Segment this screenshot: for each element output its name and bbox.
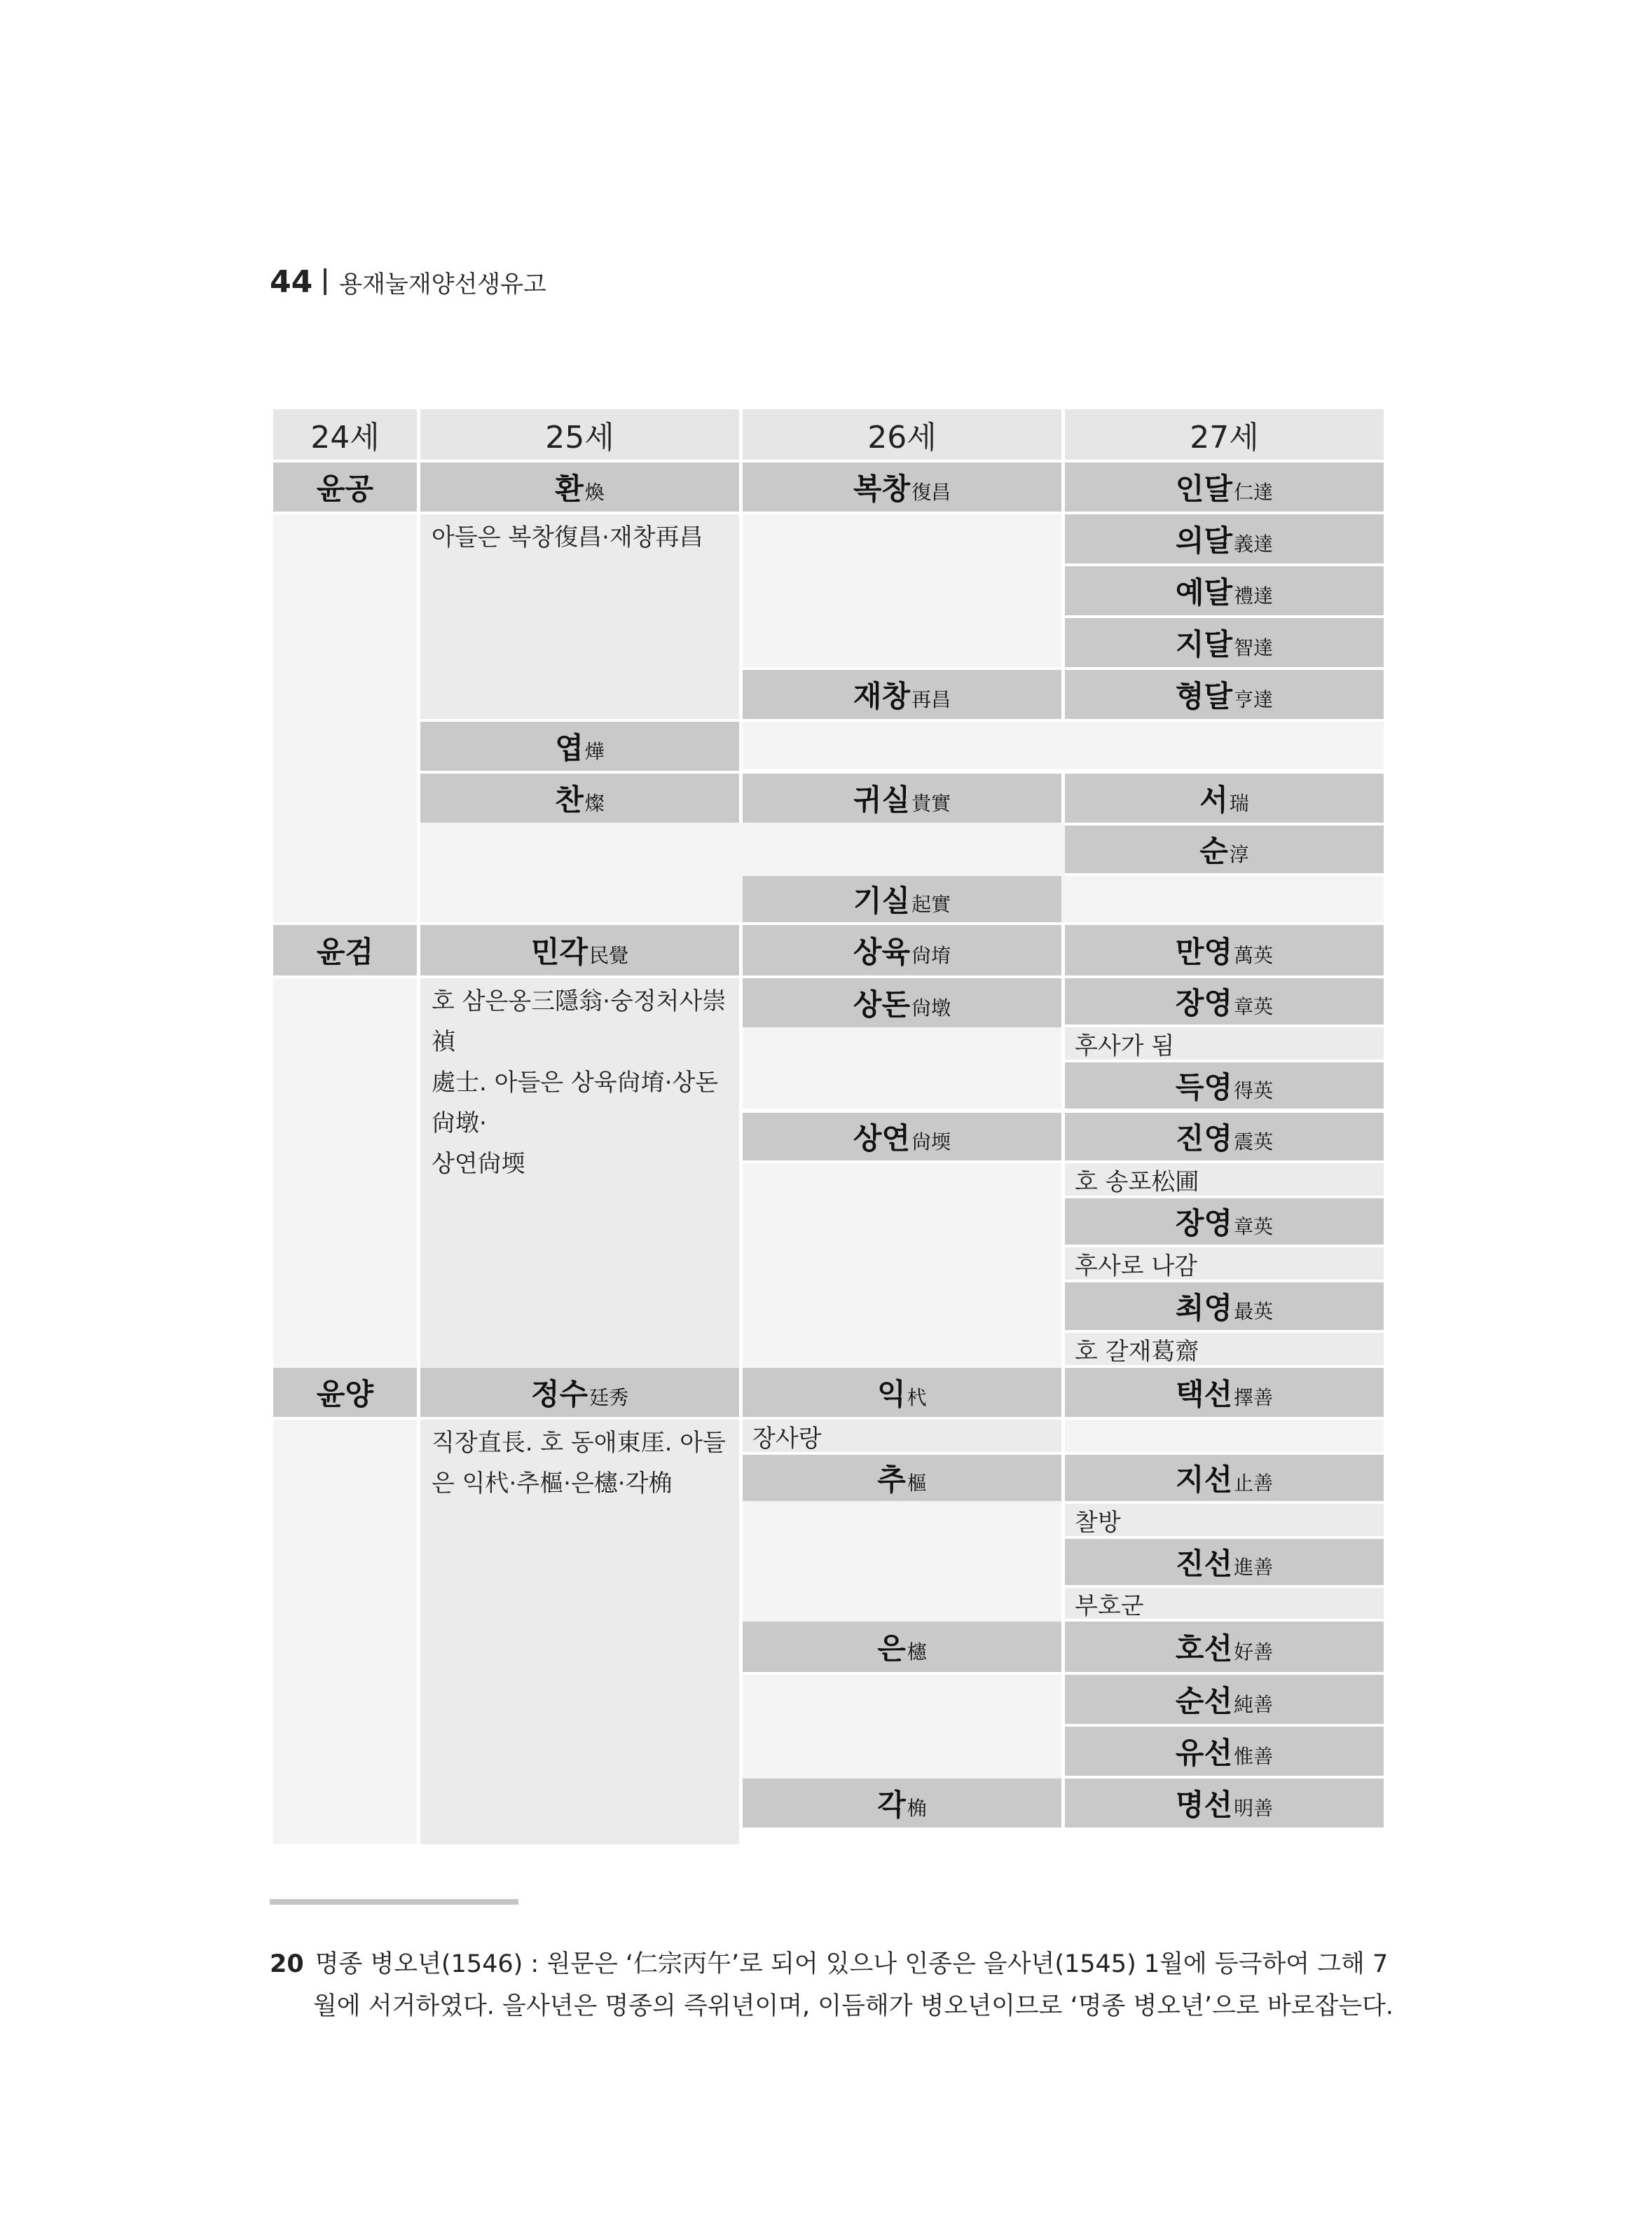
page-number: 44 (270, 263, 313, 300)
person-hyeongdal (1065, 670, 1384, 719)
person-name: 엽 (555, 731, 584, 765)
branch-filler (273, 514, 417, 922)
person-name: 서 (1199, 783, 1228, 817)
footnote (270, 1943, 1393, 2027)
person-hanja: 煥 (584, 481, 605, 504)
person-sun (1065, 825, 1384, 873)
person-manyeong (1065, 925, 1384, 975)
person-name: 장영 (1175, 986, 1233, 1020)
person-hanja: 止善 (1234, 1472, 1274, 1495)
person-jaechang (743, 670, 1061, 719)
person-name: 택선 (1175, 1377, 1233, 1411)
person-sangyeon (743, 1113, 1061, 1160)
person-jeongsu (420, 1368, 739, 1417)
hwan-note: 아들은 복창復昌·재창再昌 (420, 514, 739, 719)
person-name: 정수 (530, 1377, 588, 1411)
person-hanja: 萬英 (1234, 944, 1274, 967)
person-hanja: 進善 (1234, 1556, 1274, 1579)
note-line: 상연尙堧 (432, 1150, 525, 1178)
column-header-25: 25세 (420, 409, 739, 460)
person-name: 명선 (1175, 1788, 1233, 1822)
person-hanja: 民覺 (589, 944, 629, 967)
person-gwisil (743, 774, 1061, 823)
person-name: 추 (877, 1462, 906, 1497)
person-name: 지달 (1175, 627, 1233, 662)
person-name: 진선 (1175, 1547, 1233, 1581)
person-name: 최영 (1175, 1291, 1233, 1325)
person-yuseon (1065, 1727, 1384, 1776)
person-myeongseon (1065, 1779, 1384, 1828)
person-hanja: 純善 (1234, 1693, 1274, 1716)
note-line: 호 삼은옹三隱翁·숭정처사崇禎 (432, 987, 727, 1056)
person-indal (1065, 462, 1384, 512)
person-name: 유선 (1175, 1736, 1233, 1770)
person-uidal (1065, 514, 1384, 563)
person-hanja: 亨達 (1234, 688, 1274, 711)
note-line: 직장直長. 호 동애東厓. 아들 (432, 1429, 726, 1457)
person-hanja: 起實 (911, 893, 951, 916)
person-name: 윤검 (316, 935, 374, 969)
person-sangdon (743, 978, 1061, 1027)
person-hanja: 仁達 (1234, 481, 1274, 504)
person-hanja: 桷 (907, 1797, 927, 1820)
person-chu (743, 1455, 1061, 1501)
person-name: 상연 (853, 1121, 911, 1156)
person-name: 환 (555, 472, 584, 506)
person-hanja: 章英 (1234, 995, 1274, 1018)
person-hoseon (1065, 1622, 1384, 1672)
person-name: 인달 (1175, 472, 1233, 506)
jeongsu-note (420, 1420, 739, 1844)
person-hwan (420, 462, 739, 512)
branch-filler (273, 978, 417, 1368)
footnote-text: 명종 병오년(1546) : 원문은 ‘仁宗丙午’로 되어 있으나 인종은 을사년(1545) 1월에 등극하여 그해 7 (315, 1950, 1389, 1978)
branch-filler (743, 1163, 1061, 1368)
person-name: 상돈 (853, 987, 911, 1022)
column-header-27: 27세 (1065, 409, 1384, 460)
person-hanja: 復昌 (911, 481, 951, 504)
person-eun (743, 1622, 1061, 1672)
person-hanja: 章英 (1234, 1215, 1274, 1238)
person-jinseon (1065, 1539, 1384, 1585)
person-name: 찬 (555, 783, 584, 817)
person-chan (420, 774, 739, 823)
note-line: 處士. 아들은 상육尙堉·상돈尙墩· (432, 1069, 719, 1137)
ik-note: 장사랑 (743, 1420, 1061, 1452)
branch-filler (743, 1501, 1061, 1622)
person-name: 예달 (1175, 575, 1233, 610)
book-title: 용재눌재양선생유고 (339, 270, 546, 299)
person-hanja: 尙墩 (911, 996, 951, 1020)
person-hanja: 樞 (907, 1472, 927, 1495)
person-mingak (420, 925, 739, 975)
person-hanja: 惟善 (1234, 1745, 1274, 1768)
branch-filler (743, 1027, 1061, 1109)
person-jidal (1065, 618, 1384, 667)
person-name: 익 (877, 1377, 906, 1411)
person-taekseon (1065, 1368, 1384, 1417)
branch-filler (743, 722, 1384, 769)
person-yunyang (273, 1368, 417, 1417)
person-name: 의달 (1175, 523, 1233, 558)
person-name: 순선 (1175, 1684, 1233, 1718)
person-hanja: 櫶 (907, 1640, 927, 1664)
person-name: 상육 (853, 935, 911, 969)
person-jiseon (1065, 1455, 1384, 1501)
person-jinyeong (1065, 1113, 1384, 1160)
choeyeong-note: 호 갈재葛齋 (1065, 1333, 1384, 1365)
person-hanja: 好善 (1234, 1640, 1274, 1664)
jiseon-note: 찰방 (1065, 1504, 1384, 1536)
person-yedal (1065, 566, 1384, 615)
footnote-number: 20 (270, 1950, 304, 1978)
mingak-note (420, 978, 739, 1368)
person-hanja: 再昌 (911, 688, 951, 711)
jinseon-note: 부호군 (1065, 1588, 1384, 1619)
person-name: 복창 (853, 472, 911, 506)
person-hanja: 燦 (584, 792, 605, 815)
person-ik (743, 1368, 1061, 1417)
person-name: 각 (877, 1788, 906, 1822)
person-sangyuk (743, 925, 1061, 975)
person-hanja: 最英 (1234, 1300, 1274, 1323)
footnote-line: 월에 서거하였다. 을사년은 명종의 즉위년이며, 이듬해가 병오년이므로 ‘명종 병오년’으로 바로잡는다. (313, 1992, 1393, 2020)
person-hanja: 擇善 (1234, 1386, 1274, 1409)
footnote-line (270, 1943, 1389, 1985)
person-hanja: 明善 (1234, 1797, 1274, 1820)
person-hanja: 義達 (1234, 533, 1274, 556)
person-hanja: 尙堉 (911, 944, 951, 967)
jangyeong-1-note: 후사가 됨 (1065, 1027, 1384, 1060)
person-hanja: 尙堧 (911, 1130, 951, 1153)
person-choeyeong (1065, 1282, 1384, 1330)
column-header-24: 24세 (273, 409, 417, 460)
person-name: 만영 (1175, 935, 1233, 969)
person-name: 귀실 (853, 783, 911, 817)
person-hanja: 淳 (1229, 843, 1249, 866)
person-name: 순 (1199, 834, 1228, 868)
person-yeop (420, 722, 739, 771)
person-name: 호선 (1175, 1631, 1233, 1666)
person-hanja: 震英 (1234, 1130, 1274, 1153)
person-hanja: 廷秀 (589, 1386, 629, 1409)
person-hanja: 杙 (907, 1386, 927, 1409)
person-name: 진영 (1175, 1121, 1233, 1156)
person-gak (743, 1779, 1061, 1828)
branch-filler (273, 1420, 417, 1844)
person-name: 지선 (1175, 1462, 1233, 1497)
person-name: 득영 (1175, 1070, 1233, 1104)
person-seo (1065, 774, 1384, 823)
person-name: 장영 (1175, 1206, 1233, 1240)
person-jangyeong-1 (1065, 978, 1384, 1025)
person-hanja: 瑞 (1229, 792, 1249, 815)
branch-filler (743, 1675, 1061, 1790)
person-name: 형달 (1175, 679, 1233, 713)
jinyeong-note: 호 송포松圃 (1065, 1163, 1384, 1195)
person-sunseon (1065, 1675, 1384, 1724)
person-name: 은 (877, 1631, 906, 1666)
footnote-rule (270, 1899, 518, 1905)
person-yungeom (273, 925, 417, 975)
person-name: 윤공 (316, 472, 374, 506)
branch-filler (1065, 876, 1384, 922)
jangyeong-2-note: 후사로 나감 (1065, 1247, 1384, 1280)
person-name: 재창 (853, 679, 911, 713)
note-line: 은 익杙·추樞·은櫶·각桷 (432, 1469, 673, 1498)
person-gisil (743, 876, 1061, 922)
person-hanja: 貴實 (911, 792, 951, 815)
person-jangyeong-2 (1065, 1198, 1384, 1245)
person-name: 민각 (530, 935, 588, 969)
person-hanja: 得英 (1234, 1079, 1274, 1102)
person-name: 윤양 (316, 1377, 374, 1411)
person-hanja: 燁 (584, 740, 605, 763)
person-yungong (273, 462, 417, 512)
person-name: 기실 (853, 884, 911, 918)
person-bokchang (743, 462, 1061, 512)
branch-filler (1065, 1420, 1384, 1452)
person-deukyeong (1065, 1062, 1384, 1109)
person-hanja: 智達 (1234, 636, 1274, 659)
column-header-26: 26세 (743, 409, 1061, 460)
person-hanja: 禮達 (1234, 584, 1274, 608)
branch-filler (743, 514, 1061, 667)
